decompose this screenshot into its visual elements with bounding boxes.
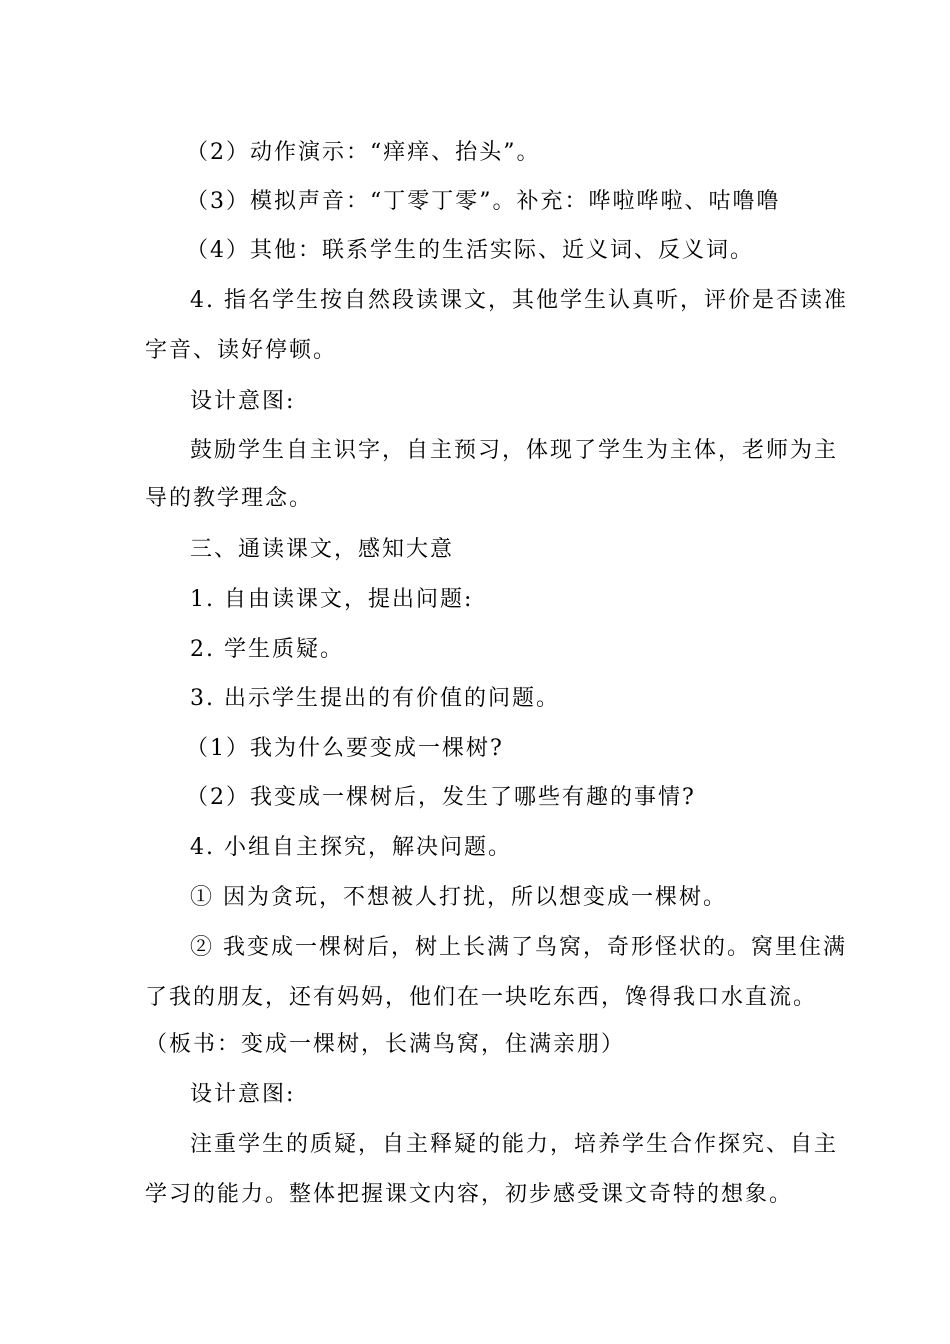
text-line: ① 因为贪玩，不想被人打扰，所以想变成一棵树。 [190,885,727,910]
text-line: 导的教学理念。 [145,486,314,511]
text-line: 4. 指名学生按自然段读课文，其他学生认真听，评价是否读准 [190,288,848,313]
text-line: 了我的朋友，还有妈妈，他们在一块吃东西，馋得我口水直流。 [145,985,818,1010]
section-label: 设计意图: [190,389,296,414]
text-line: （2）动作演示：“痒痒、抬头”。 [186,140,541,165]
text-line: 1. 自由读课文，提出问题: [190,587,474,612]
text-line: 4. 小组自主探究，解决问题。 [190,835,512,860]
text-line: 3. 出示学生提出的有价值的问题。 [190,686,560,711]
text-line: （2）我变成一棵树后，发生了哪些有趣的事情? [186,785,696,810]
text-line: （板书：变成一棵树，长满鸟窝，住满亲朋） [145,1032,626,1057]
text-line: ② 我变成一棵树后，树上长满了鸟窝，奇形怪状的。窝里住满 [190,935,847,960]
section-heading: 三、通读课文，感知大意 [190,537,455,562]
text-line: 鼓励学生自主识字，自主预习，体现了学生为主体，老师为主 [190,438,839,463]
section-label: 设计意图: [190,1082,296,1107]
text-line: 字音、读好停顿。 [145,338,338,363]
text-line: （1）我为什么要变成一棵树? [186,736,504,761]
text-line: 学习的能力。整体把握课文内容，初步感受课文奇特的想象。 [145,1182,794,1207]
text-line: （3）模拟声音：“丁零丁零”。补充：哗啦哗啦、咕噜噜 [186,189,781,214]
text-line: （4）其他：联系学生的生活实际、近义词、反义词。 [186,238,754,263]
text-line: 2. 学生质疑。 [190,637,344,662]
text-line: 注重学生的质疑，自主释疑的能力，培养学生合作探究、自主 [190,1132,839,1157]
